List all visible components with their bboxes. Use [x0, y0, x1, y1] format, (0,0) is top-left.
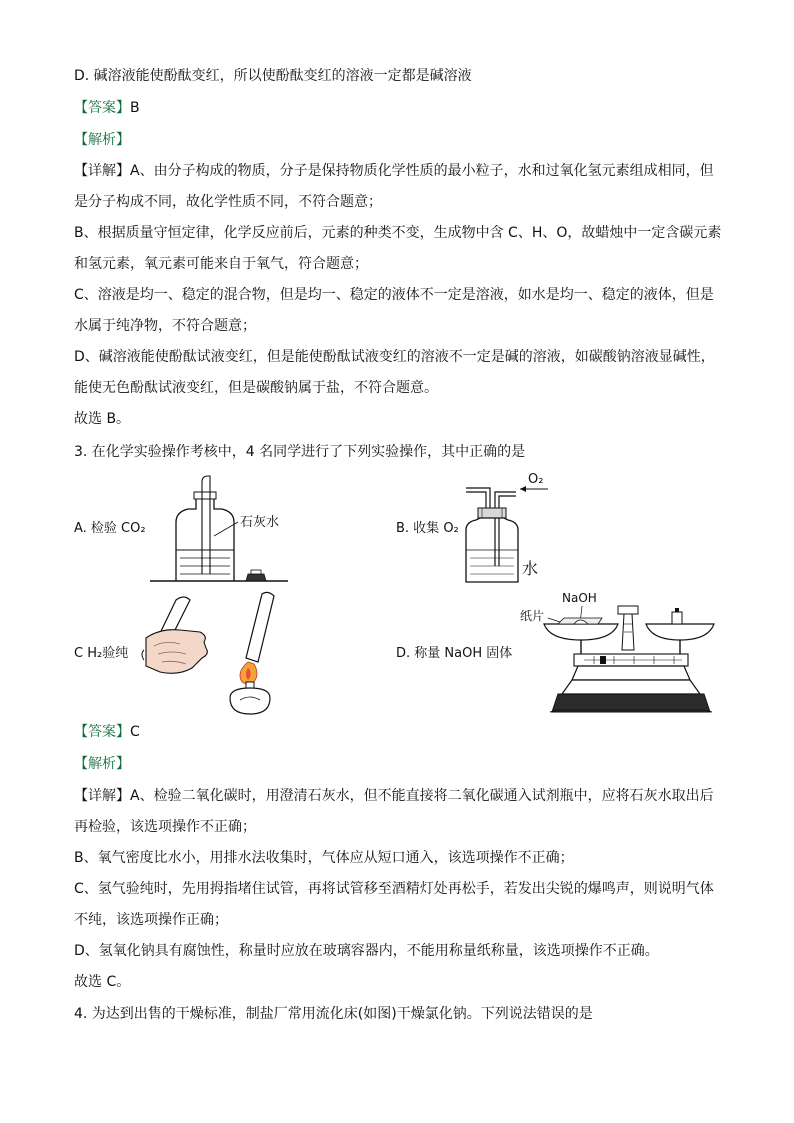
figure-b-gas-bottle — [460, 466, 585, 586]
q3-detail-line: 不纯，该选项操作正确； — [74, 912, 228, 928]
label-water: 水 — [522, 559, 539, 578]
q3-answer — [74, 722, 140, 742]
figure-c-hydrogen-test — [136, 590, 306, 718]
q2-detail-line: D、碱溶液能使酚酞试液变红，但是能使酚酞试液变红的溶液不一定是碱的溶液，如碳酸钠溶液显碱性， — [74, 349, 715, 365]
q2-option-d: D. 碱溶液能使酚酞变红，所以使酚酞变红的溶液一定都是碱溶液 — [74, 68, 472, 84]
figure-d-balance — [514, 584, 724, 718]
q3-conclusion: 故选 C。 — [74, 974, 131, 990]
q4-stem: 4. 为达到出售的干燥标准，制盐厂常用流化床(如图)干燥氯化钠。下列说法错误的是 — [74, 1006, 593, 1022]
q2-detail-line: 能使无色酚酞试液变红，但是碳酸钠属于盐，不符合题意。 — [74, 380, 438, 396]
q3-detail-line: C、氢气验纯时，先用拇指堵住试管，再将试管移至酒精灯处再松手，若发出尖锐的爆鸣声，则说明气体 — [74, 881, 714, 897]
q2-detail-line: 【详解】A、由分子构成的物质，分子是保持物质化学性质的最小粒子，水和过氧化氢元素组成相同，但 — [74, 163, 714, 179]
q3-option-a-label: A. 检验 CO₂ — [74, 521, 146, 536]
q2-detail-line: 水属于纯净物，不符合题意； — [74, 318, 256, 334]
answer-value: B — [130, 100, 140, 116]
q2-detail-line: 是分子构成不同，故化学性质不同，不符合题意； — [74, 194, 382, 210]
label-o2: O₂ — [528, 472, 544, 487]
answer-value: C — [130, 724, 140, 740]
q3-option-c-label: C H₂验纯 — [74, 646, 129, 661]
q3-option-b-label: B. 收集 O₂ — [396, 521, 459, 536]
q2-detail-line: B、根据质量守恒定律，化学反应前后，元素的种类不变，生成物中含 C、H、O，故蜡烛中一定含碳元素 — [74, 225, 722, 241]
q3-detail-line: 【详解】A、检验二氧化碳时，用澄清石灰水，但不能直接将二氧化碳通入试剂瓶中，应将石灰水取出后 — [74, 788, 714, 804]
q3-detail-line: B、氧气密度比水小，用排水法收集时，气体应从短口通入，该选项操作不正确； — [74, 850, 574, 866]
q2-conclusion: 故选 B。 — [74, 411, 131, 427]
q2-analysis-tag: 【解析】 — [74, 132, 130, 148]
answer-tag: 【答案】 — [74, 100, 130, 116]
q3-option-d-label: D. 称量 NaOH 固体 — [396, 646, 513, 661]
q3-detail-line: D、氢氧化钠具有腐蚀性，称量时应放在玻璃容器内，不能用称量纸称量，该选项操作不正确。 — [74, 943, 659, 959]
q2-detail-line: C、溶液是均一、稳定的混合物，但是均一、稳定的液体不一定是溶液，如水是均一、稳定的液体，但是 — [74, 287, 714, 303]
answer-tag: 【答案】 — [74, 724, 130, 740]
q3-analysis-tag: 【解析】 — [74, 756, 130, 772]
q2-answer — [74, 98, 140, 118]
label-limewater: 石灰水 — [240, 515, 280, 530]
q3-detail-line: 再检验，该选项操作不正确； — [74, 819, 256, 835]
label-naoh: NaOH — [562, 591, 597, 605]
detail-tag: 【详解】 — [74, 788, 130, 804]
label-paper: 纸片 — [520, 609, 545, 623]
q3-stem: 3. 在化学实验操作考核中，4 名同学进行了下列实验操作，其中正确的是 — [74, 444, 526, 460]
detail-tag: 【详解】 — [74, 163, 130, 179]
q2-detail-line: 和氢元素，氧元素可能来自于氧气，符合题意； — [74, 256, 368, 272]
figure-a-limewater-bottle — [148, 474, 293, 586]
